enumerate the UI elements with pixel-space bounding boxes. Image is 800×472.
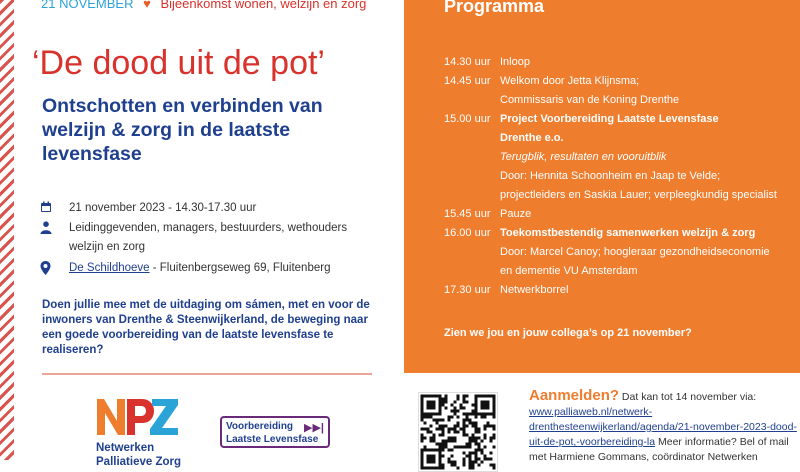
npz-line-1: Netwerken xyxy=(96,442,155,454)
calendar-icon xyxy=(40,201,54,215)
program-text: Door: Hennita Schoonheim en Jaap te Velde; xyxy=(500,170,721,182)
call-to-action: Doen jullie mee met de uitdaging om sámen, met en voor de inwoners van Drenthe & Steenwijkerland, de beweging naar een goede voorbereiding van de laatste levensfase te realiseren? xyxy=(42,299,370,356)
audience-line-2: welzijn en zorg xyxy=(69,241,146,253)
program-text: projectleiders en Saskia Lauer; verpleegkundig specialist xyxy=(500,189,777,201)
program-time: 17.30 uur xyxy=(444,284,491,296)
diagonal-stripe-border xyxy=(0,0,14,460)
page-title: ‘De dood uit de pot’ xyxy=(32,44,325,82)
registration-heading: Aanmelden? xyxy=(529,387,620,404)
program-text: Pauze xyxy=(500,208,532,220)
fast-forward-icon: ▶▶| xyxy=(304,422,324,434)
program-text: Netwerkborrel xyxy=(500,284,569,296)
page-subtitle: Ontschotten en verbinden van welzijn & zorg in de laatste levensfase xyxy=(42,95,323,165)
registration-block xyxy=(529,388,797,465)
qr-code-graphic xyxy=(419,393,497,471)
program-text: Inloop xyxy=(500,56,530,68)
program-time: 16.00 uur xyxy=(444,227,491,239)
program-text: Drenthe e.o. xyxy=(500,132,564,144)
program-time: 15.00 uur xyxy=(444,113,491,125)
location-pin-icon xyxy=(40,261,54,275)
datetime-text: 21 november 2023 - 14.30-17.30 uur xyxy=(69,202,257,214)
program-panel xyxy=(404,0,800,373)
program-time: 15.45 uur xyxy=(444,208,491,220)
program-text: Welkom door Jetta Klijnsma; xyxy=(500,75,640,87)
program-text: en dementie VU Amsterdam xyxy=(500,265,638,277)
event-category: Bijeenkomst wonen, welzijn en zorg xyxy=(160,0,367,11)
vll-logo xyxy=(220,416,330,448)
program-time: 14.30 uur xyxy=(444,56,491,68)
program-text: Terugblik, resultaten en vooruitblik xyxy=(500,151,667,163)
audience-text xyxy=(69,219,389,257)
vll-line-1: Voorbereiding xyxy=(226,421,294,432)
npz-line-2: Palliatieve Zorg xyxy=(96,456,182,468)
person-icon xyxy=(40,221,54,235)
venue-address: - Fluitenbergseweg 69, Fluitenberg xyxy=(149,262,331,274)
npz-logo-text xyxy=(96,441,181,469)
registration-lead: Dat kan tot 14 november via: xyxy=(619,391,757,403)
qr-code[interactable] xyxy=(418,392,498,472)
program-text: Commissaris van de Koning Drenthe xyxy=(500,94,680,106)
program-text: Project Voorbereiding Laatste Levensfase xyxy=(500,113,719,125)
section-divider xyxy=(42,373,372,375)
event-date: 21 NOVEMBER xyxy=(41,0,134,11)
audience-line-1: Leidinggevenden, managers, bestuurders, wethouders xyxy=(69,222,348,234)
program-text: Door: Marcel Canoy; hoogleraar gezondheidseconomie xyxy=(500,246,770,258)
registration-link[interactable]: www.palliaweb.nl/netwerk-drenthesteenwijkerland/agenda/21-november-2023-dood-uit-de-pot,-voorbereiding-la xyxy=(529,406,797,448)
registration-more: Meer informatie? Bel of mail met Harmiene Gommans, coördinator Netwerken xyxy=(529,436,789,463)
program-heading: Programma xyxy=(444,0,545,16)
event-header xyxy=(41,0,366,11)
vll-line-2: Laatste Levensfase xyxy=(226,434,319,445)
venue-link[interactable]: De Schildhoeve xyxy=(69,262,150,274)
program-time: 14.45 uur xyxy=(444,75,491,87)
program-text: Toekomstbestendig samenwerken welzijn & zorg xyxy=(500,227,756,239)
venue-text xyxy=(69,259,389,278)
program-closing: Zien we jou en jouw collega’s op 21 november? xyxy=(444,327,692,339)
heart-icon: ♥ xyxy=(143,0,151,11)
left-panel xyxy=(14,0,404,468)
